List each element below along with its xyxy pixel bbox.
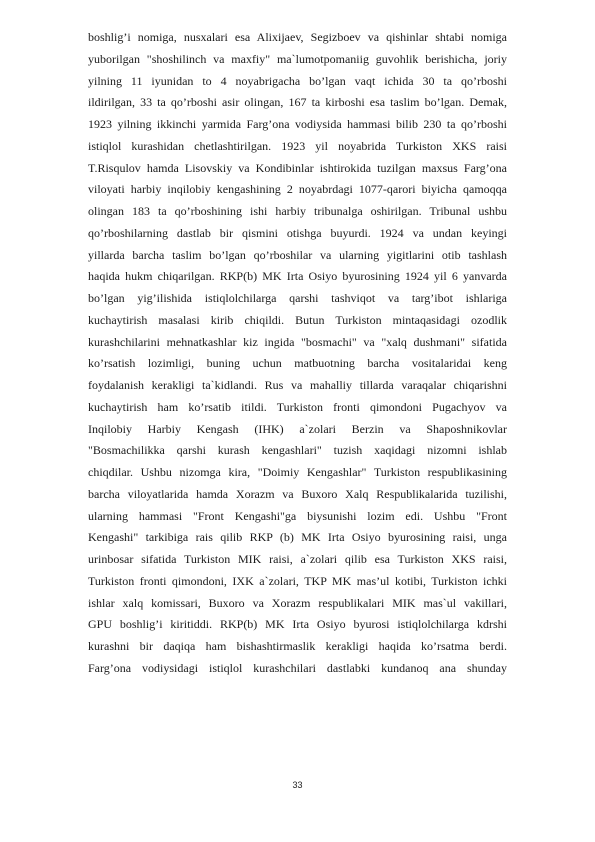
text-line: "Bosmachilikka qarshi kurash kengashlari" tuzish xaqidagi nizomni ishlab bbox=[88, 443, 507, 458]
text-line: boshlig’i nomiga, nusxalari esa Alixijaev, Segizboev va qishinlar shtabi nomiga bbox=[88, 30, 507, 44]
text-line: ishlar xalq komissari, Buxoro va Xorazm respublikalari MIK mas`ul vakillari, bbox=[88, 595, 507, 610]
text-line: foydalanish kerakligi ta`kidlandi. Rus va mahalliy tillarda varaqalar chiqarishni bbox=[88, 378, 507, 392]
text-line: istiqlol kurashidan chetlashtirilgan. 1923 yil noyabrida Turkiston XKS raisi bbox=[88, 138, 507, 153]
text-line: qo’rboshilarning dastlab bir qismini otishga buyurdi. 1924 va undan keyingi bbox=[88, 225, 507, 240]
text-line: yuborilgan "shoshilinch va maxfiy" ma`lumotpomaniig guvohlik berishicha, joriy bbox=[88, 51, 507, 66]
text-line: 1923 yilning ikkinchi yarmida Farg’ona vodiysida hammasi bilib 230 ta qo’rboshi bbox=[88, 117, 507, 131]
text-line: Turkiston fronti qimondoni, IXK a`zolari, TKP MK mas’ul kotibi, Turkiston ichki bbox=[88, 573, 507, 588]
text-line: Farg’ona vodiysidagi istiqlol kurashchilari dastlabki kundanoq ana shunday bbox=[88, 660, 507, 675]
text-line: GPU boshlig’i kiritiddi. RKP(b) MK Irta Osiyo byurosi istiqlolchilarga kdrshi bbox=[88, 617, 507, 632]
text-line: viloyati harbiy inqilobiy kengashining 2 noyabrdagi 1077-qarori biyicha qamoqqa bbox=[88, 182, 507, 197]
text-line: yilning 11 iyunidan to 4 noyabrigacha bo’lgan vaqt ichida 30 ta qo’rboshi bbox=[88, 73, 507, 88]
text-line: ularning hammasi "Front Kengashi"ga biysunishi lozim edi. Ushbu "Front bbox=[88, 508, 507, 523]
text-line: urinbosar sifatida Turkiston MIK raisi, a`zolari qilib esa Turkiston XKS raisi, bbox=[88, 552, 507, 566]
text-line: T.Risqulov hamda Lisovskiy va Kondibinlar ishtirokida tuzilgan maxsus Farg’ona bbox=[88, 160, 507, 175]
text-line: chiqdilar. Ushbu nizomga kira, "Doimiy Kengashlar" Turkiston respublikasining bbox=[88, 465, 507, 479]
text-line: kuchaytirish masalasi kirib chiqildi. Butun Turkiston mintaqasidagi ozodlik bbox=[88, 312, 507, 327]
text-line: Kengashi" tarkibiga rais qilib RKP (b) MK Irta Osiyo byurosining raisi, unga bbox=[88, 530, 507, 545]
page-number: 33 bbox=[292, 780, 303, 790]
text-line: haqida hukm chiqarilgan. RKP(b) MK Irta Osiyo byurosining 1924 yil 6 yanvarda bbox=[88, 269, 507, 284]
text-line: kurashchilarini mehnatkashlar kiz ingida "bosmachi" va "xalq dushmani" sifatida bbox=[88, 334, 507, 349]
text-line: ko’rsatish lozimligi, buning uchun matbuotning barcha vositalaridai keng bbox=[88, 356, 507, 371]
text-line: ildirilgan, 33 ta qo’rboshi asir olingan, 167 ta kirboshi esa taslim bo’lgan. Demak, bbox=[88, 95, 507, 110]
text-line: Inqilobiy Harbiy Kengash (IHK) a`zolari Berzin va Shaposhnikovlar bbox=[88, 421, 507, 436]
text-line: yillarda barcha taslim bo’lgan qo’rboshilar va ularning yigitlarini otib tashlash bbox=[88, 247, 507, 262]
text-line: kuchaytirish ham ko’rsatib itildi. Turkiston fronti qimondoni Pugachyov va bbox=[88, 399, 507, 414]
text-line: barcha viloyatlarida hamda Xorazm va Buxoro Xalq Respublikalarida tuzilishi, bbox=[88, 486, 507, 501]
text-line: kurashni bir daqiqa ham bishashtirmaslik kerakligi haqida ko’rsatma berdi. bbox=[88, 639, 507, 653]
text-line: bo’lgan yig’ilishida istiqlolchilarga qarshi tashviqot va targ’ibot ishlariga bbox=[88, 291, 507, 305]
text-line: olingan 183 ta qo’rboshining ishi harbiy tribunalga oshirilgan. Tribunal ushbu bbox=[88, 204, 507, 218]
body-text bbox=[88, 27, 507, 680]
